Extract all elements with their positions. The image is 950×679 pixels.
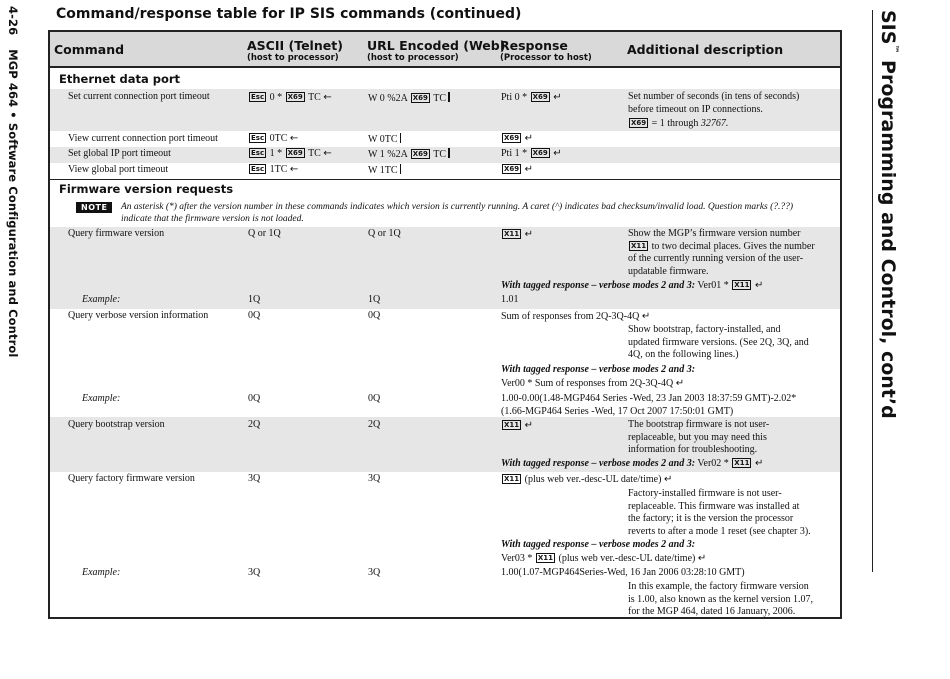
- table-row: [50, 472, 840, 619]
- return-arrow-icon: ↵: [524, 229, 534, 240]
- response-cell: [501, 133, 533, 146]
- example-desc: In this example, the factory firmware version is 1.00, also known as the kernel version 1.07, for the MGP 464, dated 16 January, 2006.: [628, 581, 813, 617]
- header-description: Additional description: [627, 42, 784, 57]
- x69-key-icon: X69: [412, 150, 428, 158]
- header-url: URL Encoded (Web) (host to processor): [367, 38, 506, 63]
- section-firmware: Firmware version requests: [59, 182, 234, 196]
- url-cell: W 0TC: [368, 133, 401, 147]
- tagged-response: Ver03 * X11 (plus web ver.-desc-UL date/time) ↵: [501, 553, 707, 564]
- return-arrow-icon: ↵: [663, 474, 673, 485]
- left-arrow-icon: ←: [323, 148, 332, 159]
- example-label: Example:: [82, 294, 121, 305]
- left-margin-text: [6, 6, 20, 357]
- header-command: Command: [54, 42, 125, 57]
- tagged-label: With tagged response – verbose modes 2 and 3:: [501, 364, 696, 375]
- section-divider: [50, 179, 840, 180]
- url-cell: 2Q: [368, 419, 381, 430]
- response-cell: Pti 1 * X69 ↵: [501, 148, 562, 159]
- url-cell: 0Q: [368, 310, 381, 321]
- esc-key-icon: Esc: [251, 134, 265, 142]
- note-badge: NOTE: [76, 202, 112, 213]
- table-row: [50, 309, 840, 417]
- x69-key-icon: X69: [287, 93, 303, 101]
- pipe-icon: [448, 148, 450, 158]
- return-arrow-icon: ↵: [641, 311, 651, 322]
- ascii-cell: Esc 1 * X69 TC ←: [251, 148, 332, 159]
- section-ethernet: Ethernet data port: [59, 72, 181, 86]
- return-arrow-icon: ↵: [754, 280, 764, 291]
- manual-section: MGP 464 • Software Configuration and Control: [6, 49, 20, 358]
- cmd-cell: Set global IP port timeout: [68, 148, 171, 159]
- cmd-cell: View current connection port timeout: [68, 133, 218, 144]
- ascii-cell: 0Q: [248, 310, 261, 321]
- example-url: 3Q: [368, 567, 381, 578]
- desc-cell: Set number of seconds (in tens of seconds) before timeout on IP connections. X69 = 1 through 32767.: [628, 91, 800, 129]
- example-ascii: 0Q: [248, 393, 261, 404]
- example-url: 1Q: [368, 294, 381, 305]
- header-response: Response (Processor to host): [500, 38, 592, 63]
- chapter-title: SIS™ Programming and Control, cont’d: [877, 10, 899, 419]
- desc-cell: Show the MGP’s firmware version number X11 to two decimal places. Gives the number of the currently running version of the user- updatable firmware.: [628, 228, 815, 277]
- table-row: [50, 417, 840, 472]
- return-arrow-icon: ↵: [697, 553, 707, 564]
- tagged-response: With tagged response – verbose modes 2 and 3: Ver02 * X11 ↵: [501, 458, 764, 469]
- left-arrow-icon: ←: [323, 92, 332, 103]
- response-cell: [501, 420, 533, 433]
- x11-key-icon: X11: [631, 241, 647, 250]
- cmd-cell: Query factory firmware version: [68, 473, 195, 484]
- esc-key-icon: Esc: [251, 93, 265, 101]
- x69-key-icon: X69: [412, 94, 428, 102]
- desc-cell: Factory-installed firmware is not user- replaceable. This firmware was installed at the factory; it is the version the processor reverts to after a mode 1 reset (see chapter 3).: [628, 488, 811, 537]
- tagged-response: Ver00 * Sum of responses from 2Q-3Q-4Q ↵: [501, 378, 685, 389]
- header-ascii: ASCII (Telnet) (host to processor): [247, 38, 343, 63]
- x69-key-icon: X69: [532, 149, 548, 157]
- x11-key-icon: X11: [504, 230, 520, 238]
- x69-key-icon: X69: [504, 165, 520, 173]
- x69-key-icon: X69: [287, 149, 303, 157]
- page-title: Command/response table for IP SIS commands (continued): [56, 6, 522, 22]
- desc-cell: The bootstrap firmware is not user- replaceable, but you may need this information for troubleshooting.: [628, 419, 770, 455]
- page-number: 4-26: [6, 6, 20, 36]
- table-header: [50, 32, 840, 68]
- table-row: [50, 132, 840, 147]
- return-arrow-icon: ↵: [553, 148, 562, 159]
- cmd-cell: Query bootstrap version: [68, 419, 165, 430]
- response-cell: [501, 229, 533, 242]
- return-arrow-icon: ↵: [524, 164, 534, 175]
- tagged-response: With tagged response – verbose modes 2 and 3: Ver01 * X11 ↵: [501, 280, 764, 291]
- cmd-cell: Query firmware version: [68, 228, 165, 239]
- x11-key-icon: X11: [734, 459, 750, 467]
- left-margin: [2, 6, 24, 358]
- response-cell: X11 (plus web ver.-desc-UL date/time) ↵: [504, 474, 673, 485]
- pipe-icon: [400, 164, 402, 174]
- x69-key-icon: X69: [631, 119, 647, 127]
- return-arrow-icon: ↵: [553, 92, 562, 103]
- example-label: Example:: [82, 393, 121, 404]
- url-cell: 3Q: [368, 473, 381, 484]
- right-margin: [872, 4, 902, 584]
- pipe-icon: [400, 133, 402, 143]
- esc-key-icon: Esc: [251, 165, 265, 173]
- response-cell: Pti 0 * X69 ↵: [501, 92, 562, 103]
- tagged-label: With tagged response – verbose modes 2 and 3:: [501, 539, 696, 550]
- example-label: Example:: [82, 567, 121, 578]
- x11-key-icon: X11: [504, 421, 520, 429]
- cmd-cell: View global port timeout: [68, 164, 169, 175]
- url-cell: W 1 %2A X69 TC: [368, 148, 450, 162]
- left-arrow-icon: ←: [289, 133, 299, 144]
- return-arrow-icon: ↵: [675, 378, 685, 389]
- margin-rule: [872, 10, 873, 572]
- ascii-cell: Esc 1TC ←: [251, 164, 299, 175]
- desc-cell: Show bootstrap, factory-installed, and updated firmware versions. (See 2Q, 3Q, and 4Q, on the following lines.): [628, 324, 809, 360]
- x11-key-icon: X11: [734, 281, 750, 289]
- example-ascii: 3Q: [248, 567, 261, 578]
- x69-key-icon: X69: [532, 93, 548, 101]
- response-cell: Sum of responses from 2Q-3Q-4Q ↵: [501, 311, 651, 322]
- url-cell: W 0 %2A X69 TC: [368, 92, 450, 106]
- return-arrow-icon: ↵: [754, 458, 764, 469]
- ascii-cell: 3Q: [248, 473, 261, 484]
- note-text: An asterisk (*) after the version number in these commands indicates which version is currently running. A caret (^) indicates bad checksum/invalid load. Question marks (?.??) indicate that the firmware version is not loaded.: [121, 202, 794, 224]
- example-ascii: 1Q: [248, 294, 261, 305]
- return-arrow-icon: ↵: [524, 420, 534, 431]
- x11-key-icon: X11: [504, 475, 520, 483]
- x69-key-icon: X69: [504, 134, 520, 142]
- table-row: [50, 89, 840, 131]
- ascii-cell: Esc 0 * X69 TC ←: [251, 92, 332, 103]
- ascii-cell: 2Q: [248, 419, 261, 430]
- url-cell: W 1TC: [368, 164, 401, 178]
- ascii-cell: Q or 1Q: [248, 228, 281, 239]
- table-row: [50, 163, 840, 178]
- example-url: 0Q: [368, 393, 381, 404]
- command-table: [48, 30, 842, 619]
- cmd-cell: Set current connection port timeout: [68, 91, 210, 102]
- example-response: 1.00(1.07-MGP464Series-Wed, 16 Jan 2006 03:28:10 GMT): [501, 567, 745, 578]
- response-cell: [501, 164, 533, 177]
- left-arrow-icon: ←: [289, 164, 299, 175]
- table-row: [50, 227, 840, 309]
- table-row: [50, 147, 840, 163]
- return-arrow-icon: ↵: [524, 133, 534, 144]
- x11-key-icon: X11: [537, 554, 554, 562]
- cmd-cell: Query verbose version information: [68, 310, 209, 321]
- example-response: 1.01: [501, 294, 519, 305]
- ascii-cell: Esc 0TC ←: [251, 133, 299, 144]
- esc-key-icon: Esc: [251, 149, 265, 157]
- pipe-icon: [448, 92, 450, 102]
- example-response: 1.00-0.00(1.48-MGP464 Series -Wed, 23 Jan 2003 18:37:59 GMT)-2.02* (1.66-MGP464 Series -Wed, 17 Oct 2007 17:50:01 GMT): [501, 393, 797, 417]
- url-cell: Q or 1Q: [368, 228, 401, 239]
